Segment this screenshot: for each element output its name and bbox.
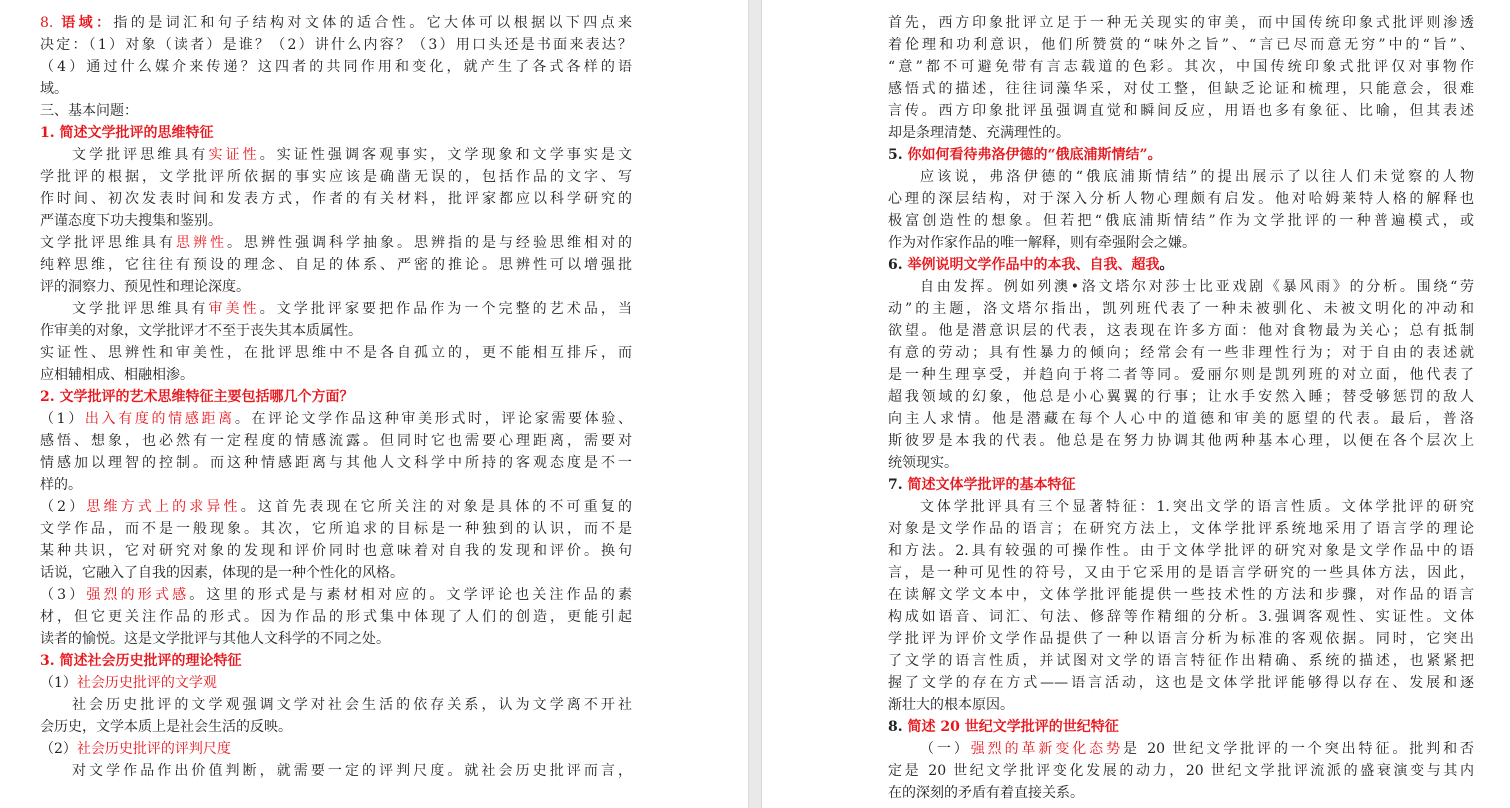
- text-run: 极富创造性的想象。但若把“俄底浦斯情结”作为文学批评的一种普遍模式，或: [888, 213, 1474, 229]
- question-heading: [40, 386, 632, 408]
- text-run: （3）: [40, 587, 87, 603]
- text-line: [888, 166, 1474, 188]
- text-run: 学批评为评价文学作品提供了一种以语言分析为标准的客观依据。同时，它突出: [888, 631, 1474, 647]
- page-gutter: [748, 0, 762, 808]
- text-run: 自由发挥。例如列澳•洛文塔尔对莎士比亚戏剧《暴风雨》的分析。围绕“劳: [920, 279, 1474, 295]
- text-line: [40, 144, 632, 166]
- text-line: [888, 78, 1474, 100]
- text-run: 6.: [888, 257, 908, 273]
- text-line: [888, 276, 1474, 298]
- text-run: 指的是词汇和句子结构对文体的适合性。它大体可以根据以下四点来: [113, 15, 632, 31]
- text-run: 思辨性: [176, 235, 227, 251]
- text-run: （2）: [40, 741, 77, 757]
- text-line: [40, 166, 632, 188]
- text-line: [40, 408, 632, 430]
- text-run: 对象是文学作品的语言；在研究方法上，文体学批评系统地采用了语言学的理论: [888, 521, 1474, 537]
- text-run: 首先，西方印象批评立足于一种无关现实的审美，而中国传统印象式批评则渗透: [888, 15, 1474, 31]
- text-line: [888, 342, 1474, 364]
- text-line: [40, 12, 632, 34]
- text-run: 文学批评思维具有: [40, 235, 176, 251]
- text-run: 作为对作家作品的唯一解释，则有牵强附会之嫌。: [888, 235, 1196, 251]
- text-run: 语域：: [61, 15, 114, 31]
- text-run: 简述文体学批评的基本特征: [907, 477, 1076, 493]
- text-run: 统领现实。: [888, 455, 958, 471]
- text-run: 话说，它融入了自我的因素，体现的是一种个性化的风格。: [40, 565, 404, 581]
- text-run: 出入有度的情感距离: [84, 411, 235, 427]
- text-line: [40, 34, 632, 56]
- text-run: 心理的深层结构，对于深入分析人物心理颇有启发。他对哈姆莱特人格的解释也: [888, 191, 1474, 207]
- text-run: 审美性: [208, 301, 260, 317]
- text-line: [40, 364, 632, 386]
- text-line: [888, 210, 1474, 232]
- text-run: 3. 简述社会历史批评的理论特征: [40, 653, 242, 669]
- text-line: [888, 694, 1474, 716]
- text-run: 。思辨性强调科学抽象。思辨指的是与经验思维相对的: [227, 235, 632, 251]
- text-line: [888, 760, 1474, 782]
- text-line: [888, 364, 1474, 386]
- text-run: 举例说明文学作品中的本我、自我、超我: [907, 257, 1160, 273]
- text-run: 向主人求情。他是潜藏在每个人心中的道德和审美的愿望的代表。最后，普洛: [888, 411, 1474, 427]
- question-heading: [888, 716, 1474, 738]
- question-heading: [40, 650, 632, 672]
- text-line: [888, 56, 1474, 78]
- text-run: 思维方式上的求异性: [86, 499, 241, 515]
- text-line: [40, 320, 632, 342]
- text-line: [888, 584, 1474, 606]
- text-line: [40, 496, 632, 518]
- text-line: [40, 298, 632, 320]
- text-run: 在的深刻的矛盾有着直接关系。: [888, 785, 1084, 801]
- text-run: 了文学的语言性质，并试图对文学的语言特征作出精确、系统的描述，也紧紧把: [888, 653, 1474, 669]
- text-line: [888, 320, 1474, 342]
- text-line: [888, 452, 1474, 474]
- question-heading: [40, 122, 632, 144]
- text-line: [40, 210, 632, 232]
- sub-heading: [40, 738, 632, 760]
- text-run: 2. 文学批评的艺术思维特征主要包括哪几个方面？: [40, 389, 354, 405]
- text-line: [888, 34, 1474, 56]
- text-run: 。这里的形式是与素材相对应的。文学评论也关注作品的素: [189, 587, 632, 603]
- text-line: [888, 430, 1474, 452]
- text-line: [888, 408, 1474, 430]
- text-run: 严谨态度下功夫搜集和鉴别。: [40, 213, 222, 229]
- text-line: [40, 518, 632, 540]
- text-run: 情感加以理智的控制。而这种情感距离与其他人文科学中所持的客观态度是不一: [40, 455, 632, 471]
- text-line: [888, 122, 1474, 144]
- text-line: [40, 78, 632, 100]
- question-heading: [888, 144, 1474, 166]
- text-run: 。这首先表现在它所关注的对象是具体的不可重复的: [240, 499, 632, 515]
- text-run: 学批评的根据，文学批评所依据的事实应该是确凿无误的，包括作品的文字、写: [40, 169, 632, 185]
- text-line: [888, 386, 1474, 408]
- text-line: [40, 628, 632, 650]
- text-run: 定是 20 世纪文学批评变化发展的动力，20 世纪文学批评流派的盛衰演变与其内: [888, 763, 1474, 779]
- text-line: [888, 232, 1474, 254]
- text-run: 却是条理清楚、充满理性的。: [888, 125, 1070, 141]
- text-run: （1）: [40, 411, 85, 427]
- text-run: 8.: [40, 15, 62, 31]
- text-run: 构成如语音、词汇、句法、修辞等作精细的分析。3.强调客观性、实证性。文体: [888, 609, 1474, 625]
- text-run: 对文学作品作出价值判断，就需要一定的评判尺度。就社会历史批评而言，: [72, 763, 632, 779]
- text-line: [888, 650, 1474, 672]
- text-run: 感悟式的描述，往往词藻华采，对仗工整，但缺乏论证和梳理，只能意会，很难: [888, 81, 1474, 97]
- text-run: 言，是一种可见性的符号，又由于它采用的是语言学研究的一些具体方法，因此，: [888, 565, 1474, 581]
- text-line: [888, 606, 1474, 628]
- text-run: 社会历史批评的文学观: [76, 675, 217, 691]
- text-run: 和方法。2.具有较强的可操作性。由于文体学批评的研究对象是文学作品中的语: [888, 543, 1474, 559]
- text-line: [40, 760, 632, 782]
- text-run: 实证性: [208, 147, 260, 163]
- text-run: 文学作品，而不是一般现象。其次，它所追求的目标是一种独到的认识，而不是: [40, 521, 632, 537]
- text-run: 感悟、想象，也必然有一定程度的情感流露。但同时它也需要心理距离，需要对: [40, 433, 632, 449]
- text-line: [40, 562, 632, 584]
- page-text-right: [888, 12, 1474, 804]
- text-run: 读者的愉悦。这是文学批评与其他人文科学的不同之处。: [40, 631, 390, 647]
- text-line: [40, 694, 632, 716]
- question-heading: [888, 254, 1474, 276]
- text-run: 某种共识，它对研究对象的发现和评价同时也意味着对自我的发现和评价。换句: [40, 543, 632, 559]
- text-run: 着伦理和功利意识，他们所赞赏的“味外之旨”、“言已尽而意无穷”中的“旨”、: [888, 37, 1474, 53]
- text-line: [888, 738, 1474, 760]
- text-line: [888, 562, 1474, 584]
- text-line: [888, 188, 1474, 210]
- text-run: 三、基本问题：: [40, 103, 138, 119]
- text-run: 样的。: [40, 477, 82, 493]
- text-line: [40, 254, 632, 276]
- text-run: 。实证性强调客观事实，文学现象和文学事实是文: [259, 147, 632, 163]
- text-run: 文学批评思维具有: [72, 147, 209, 163]
- text-line: [40, 342, 632, 364]
- text-run: 决定：（1）对象（读者）是谁？（2）讲什么内容？（3）用口头还是书面来表达？: [40, 37, 632, 53]
- page-text-left: [40, 12, 632, 782]
- text-run: 1. 简述文学批评的思维特征: [40, 125, 214, 141]
- text-run: 超我领域的幻象，他总是小心翼翼的行事；让水手安然入睡；替受够惩罚的敌人: [888, 389, 1474, 405]
- text-run: 材，但它更关注作品的形式。因为作品的形式集中体现了人们的创造，更能引起: [40, 609, 632, 625]
- text-line: [40, 430, 632, 452]
- text-line: [40, 474, 632, 496]
- text-line: [888, 518, 1474, 540]
- text-line: [40, 188, 632, 210]
- text-run: 8.: [888, 719, 908, 735]
- text-run: 。在评论文学作品这种审美形式时，评论家需要体验、: [234, 411, 632, 427]
- text-run: 言传。西方印象批评虽强调直觉和瞬间反应，用语也多有象征、比喻，但其表述: [888, 103, 1474, 119]
- text-run: （2）: [40, 499, 87, 515]
- text-run: 简述 20 世纪文学批评的世纪特征: [907, 719, 1119, 735]
- text-line: [888, 12, 1474, 34]
- text-run: （一）: [920, 741, 971, 757]
- text-run: 有意的劳动；具有性暴力的倾向；经常会有一些非理性行为；对于自由的表述就: [888, 345, 1474, 361]
- text-run: 是一种生理享受，并趋向于将二者等同。爱丽尔则是凯列班的对立面，他代表了: [888, 367, 1474, 383]
- document-page-left: [0, 0, 748, 808]
- text-line: [40, 232, 632, 254]
- text-line: [888, 298, 1474, 320]
- text-run: （1）: [40, 675, 77, 691]
- text-line: [888, 628, 1474, 650]
- text-line: [40, 584, 632, 606]
- text-run: 应该说，弗洛伊德的“俄底浦斯情结”的提出展示了以往人们未觉察的人物: [920, 169, 1474, 185]
- text-line: [40, 540, 632, 562]
- text-line: [40, 276, 632, 298]
- text-run: 域。: [40, 81, 68, 97]
- text-run: 社会历史批评的文学观强调文学对社会生活的依存关系，认为文学离不开社: [72, 697, 632, 713]
- text-run: 7.: [888, 477, 908, 493]
- text-run: 动”的主题，洛文塔尔指出，凯列班代表了一种未被驯化、未被文明化的冲动和: [888, 301, 1474, 317]
- sub-heading: [40, 672, 632, 694]
- text-run: 。文学批评家要把作品作为一个完整的艺术品，当: [259, 301, 632, 317]
- text-line: [40, 606, 632, 628]
- text-line: [888, 782, 1474, 804]
- text-run: 。: [1159, 257, 1174, 273]
- section-heading: [40, 100, 632, 122]
- text-run: 文体学批评具有三个显著特征：1.突出文学的语言性质。文体学批评的研究: [920, 499, 1474, 515]
- text-run: 文学批评思维具有: [72, 301, 209, 317]
- text-line: [40, 56, 632, 78]
- text-run: 5.: [888, 147, 908, 163]
- text-run: 握了文学的存在方式——语言活动，这也是文体学批评能够得以存在、发展和逐: [888, 675, 1474, 691]
- text-run: 社会历史批评的评判尺度: [76, 741, 231, 757]
- text-run: 会历史，文学本质上是社会生活的反映。: [40, 719, 292, 735]
- text-run: 你如何看待弗洛伊德的“俄底浦斯情结”。: [907, 147, 1162, 163]
- text-line: [888, 540, 1474, 562]
- text-line: [888, 100, 1474, 122]
- text-run: 强烈的形式感: [86, 587, 190, 603]
- text-line: [888, 496, 1474, 518]
- text-line: [40, 716, 632, 738]
- text-run: （4）通过什么媒介来传递？这四者的共同作用和变化，就产生了各式各样的语: [40, 59, 632, 75]
- text-run: 作时间、初次发表时间和发表方式，作者的有关材料，批评家都应以科学研究的: [40, 191, 632, 207]
- text-run: 作审美的对象，文学批评才不至于丧失其本质属性。: [40, 323, 362, 339]
- text-run: 强烈的革新变化态势: [970, 741, 1123, 757]
- text-run: 评的洞察力、预见性和理论深度。: [40, 279, 250, 295]
- text-line: [888, 672, 1474, 694]
- text-run: 斯彼罗是本我的代表。他总是在努力协调其他两种基本心理，以便在各个层次上: [888, 433, 1474, 449]
- text-run: 是 20 世纪文学批评的一个突出特征。批判和否: [1123, 741, 1474, 757]
- text-run: 欲望。他是潜意识层的代表，这表现在许多方面：他对食物最为关心；总有抵制: [888, 323, 1474, 339]
- text-line: [40, 452, 632, 474]
- text-run: 应相辅相成、相融相渗。: [40, 367, 194, 383]
- text-run: 在读解文学文本中，文体学批评能提供一些技术性的方法和步骤，对作品的语言: [888, 587, 1474, 603]
- text-run: 渐壮大的根本原因。: [888, 697, 1014, 713]
- question-heading: [888, 474, 1474, 496]
- document-page-right: [762, 0, 1510, 808]
- text-run: 纯粹思维，它往往有预设的理念、自足的体系、严密的推论。思辨性可以增强批: [40, 257, 632, 273]
- text-run: 实证性、思辨性和审美性，在批评思维中不是各自孤立的，更不能相互排斥，而: [40, 345, 632, 361]
- text-run: “意”都不可避免带有言志载道的色彩。其次，中国传统印象式批评仅对事物作: [888, 59, 1474, 75]
